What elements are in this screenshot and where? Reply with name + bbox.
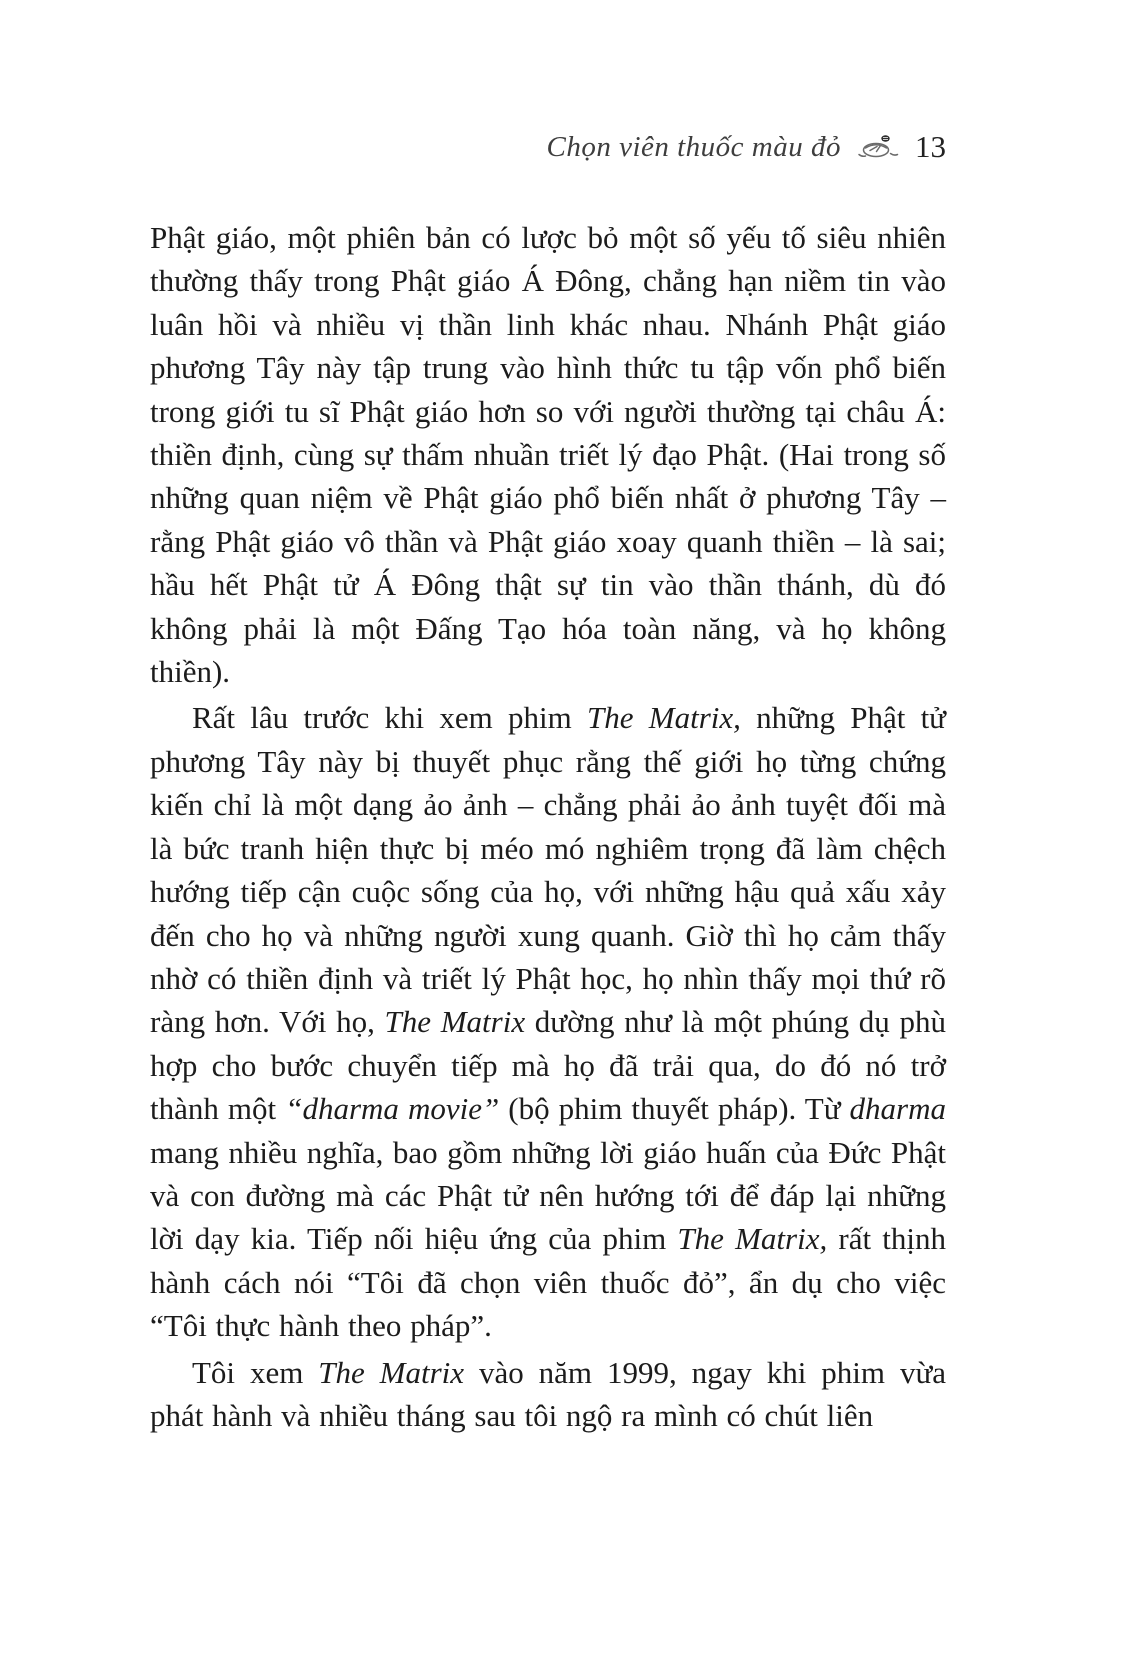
lotus-ornament-icon [857,132,899,162]
text-column [150,128,946,1440]
paragraph-3: Tôi xem The Matrix vào năm 1999, ngay khi phim vừa phát hành và nhiều tháng sau tôi ngộ ra mình có chút liên [150,1354,947,1433]
body-text [150,216,946,1437]
paragraph-2: Rất lâu trước khi xem phim The Matrix, những Phật tử phương Tây này bị thuyết phục rằng thế giới họ từng chứng kiến chỉ là một dạng ảo ảnh – chẳng phải ảo ảnh tuyệt đối mà là bức tranh hiện thực bị méo mó nghiêm trọng đã làm chệch hướng tiếp cận cuộc sống của họ, với những hậu quả xấu xảy đến cho họ và những người xung quanh. Giờ thì họ cảm thấy nhờ có thiền định và triết lý Phật học, họ nhìn thấy mọi thứ rõ ràng hơn. Với họ, The Matrix dường như là một phúng dụ phù hợp cho bước chuyển tiếp mà họ đã trải qua, do đó nó trở thành một “dharma movie” (bộ phim thuyết pháp). Từ dharma mang nhiều nghĩa, bao gồm những lời giáo huấn của Đức Phật và con đường mà các Phật tử nên hướng tới để đáp lại những lời dạy kia. Tiếp nối hiệu ứng của phim The Matrix, rất thịnh hành cách nói “Tôi đã chọn viên thuốc đỏ”, ẩn dụ cho việc “Tôi thực hành theo pháp”. [150,700,946,1344]
paragraph-1: Phật giáo, một phiên bản có lược bỏ một số yếu tố siêu nhiên thường thấy trong Phật giáo Á Đông, chẳng hạn niềm tin vào luân hồi và nhiều vị thần linh khác nhau. Nhánh Phật giáo phương Tây này tập trung vào hình thức tu tập vốn phổ biến trong giới tu sĩ Phật giáo hơn so với người thường tại châu Á: thiền định, cùng sự thấm nhuần triết lý đạo Phật. (Hai trong số những quan niệm về Phật giáo phổ biến nhất ở phương Tây – rằng Phật giáo vô thần và Phật giáo xoay quanh thiền – là sai; hầu hết Phật tử Á Đông thật sự tin vào thần thánh, dù đó không phải là một Đấng Tạo hóa toàn năng, và họ không thiền). [150,220,946,690]
running-header [150,128,946,166]
chapter-title: Chọn viên thuốc màu đỏ [546,130,841,163]
page-number: 13 [915,129,946,164]
